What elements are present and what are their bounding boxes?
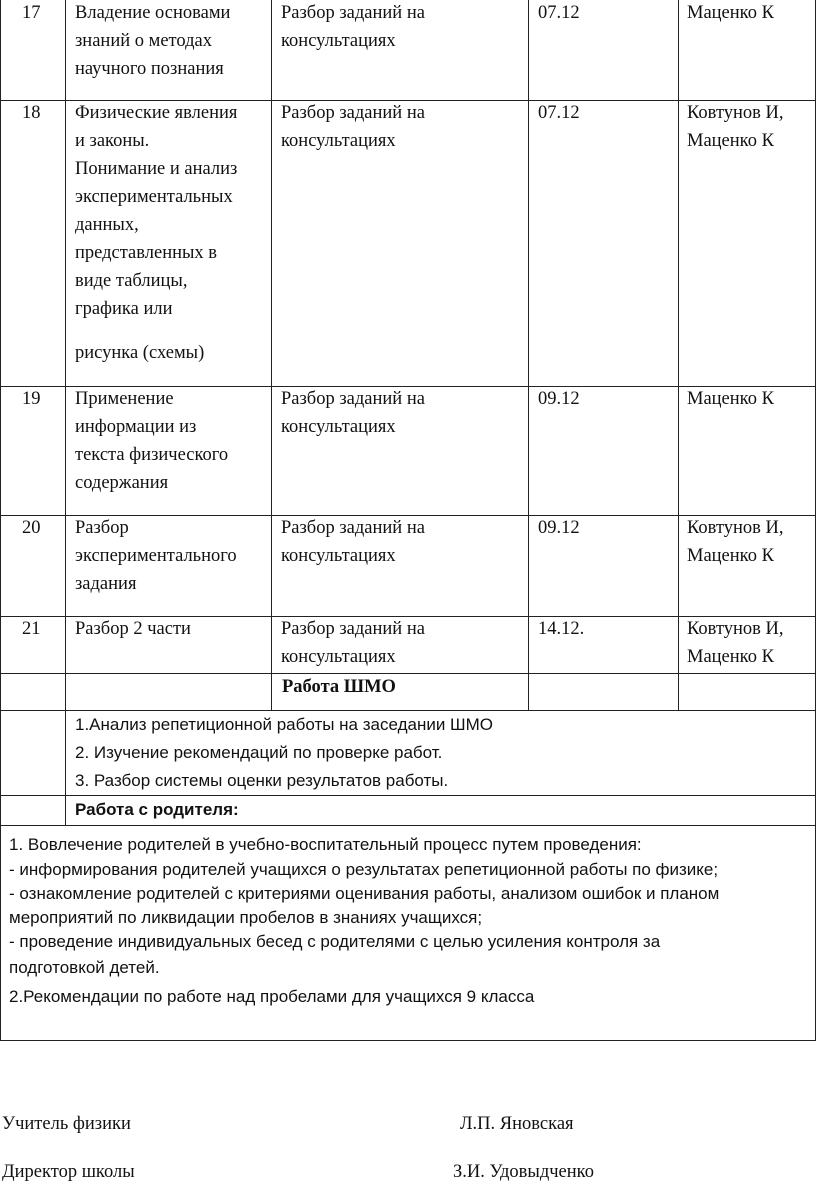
- row-number: 21: [22, 619, 41, 639]
- topic-line: Владение основами: [75, 3, 231, 23]
- date-cell: 09.12: [538, 518, 580, 538]
- date-cell: 09.12: [538, 389, 580, 409]
- responsible-line: Ковтунов И,: [687, 619, 784, 639]
- row-number: 17: [22, 3, 41, 23]
- form-line: Разбор заданий на: [281, 3, 425, 23]
- parents-line: - проведение индивидуальных бесед с родителями с целью усиления контроля за: [9, 932, 661, 951]
- topic-line: графика или: [75, 299, 173, 319]
- topic-line: Понимание и анализ: [75, 159, 238, 179]
- date-cell: 14.12.: [538, 619, 585, 639]
- row-divider: [0, 673, 816, 674]
- topic-line: представленных в: [75, 243, 218, 263]
- topic-line: и законы.: [75, 131, 150, 151]
- responsible-line: Маценко К: [687, 3, 774, 23]
- topic-line: знаний о методах: [75, 31, 212, 51]
- date-cell: 07.12: [538, 3, 580, 23]
- form-line: Разбор заданий на: [281, 619, 425, 639]
- parents-line: 2.Рекомендации по работе над пробелами для учащихся 9 класса: [9, 987, 535, 1006]
- parents-line: - ознакомление родителей с критериями оценивания работы, анализом ошибок и планом: [9, 884, 720, 903]
- topic-line: текста физического: [75, 445, 229, 465]
- shmo-item: 3. Разбор системы оценки результатов работы.: [75, 771, 449, 790]
- topic-line: научного познания: [75, 59, 224, 79]
- topic-line: Разбор: [75, 518, 129, 538]
- table-bottom-border: [0, 1040, 816, 1041]
- topic-line: виде таблицы,: [75, 271, 188, 291]
- topic-line: содержания: [75, 473, 169, 493]
- date-cell: 07.12: [538, 103, 580, 123]
- topic-line: экспериментальных: [75, 187, 233, 207]
- form-line: Разбор заданий на: [281, 103, 425, 123]
- topic-line: Физические явления: [75, 103, 238, 123]
- topic-line: Применение: [75, 389, 174, 409]
- responsible-line: Ковтунов И,: [687, 103, 784, 123]
- responsible-line: Маценко К: [687, 546, 774, 566]
- signature-name: З.И. Удовыдченко: [453, 1162, 594, 1182]
- form-line: консультациях: [281, 647, 396, 667]
- form-line: Разбор заданий на: [281, 389, 425, 409]
- col-divider-4: [678, 0, 679, 710]
- topic-line: экспериментального: [75, 546, 237, 566]
- form-line: консультациях: [281, 546, 396, 566]
- form-line: консультациях: [281, 417, 396, 437]
- topic-line: информации из: [75, 417, 197, 437]
- table-left-border: [0, 0, 1, 1040]
- topic-line: рисунка (схемы): [75, 343, 205, 363]
- responsible-line: Маценко К: [687, 647, 774, 667]
- shmo-heading: Работа ШМО: [282, 677, 396, 697]
- topic-line: данных,: [75, 215, 139, 235]
- row-number: 20: [22, 518, 41, 538]
- row-number: 18: [22, 103, 41, 123]
- shmo-item: 2. Изучение рекомендаций по проверке работ.: [75, 743, 443, 762]
- shmo-item: 1.Анализ репетиционной работы на заседании ШМО: [75, 715, 494, 734]
- form-line: Разбор заданий на: [281, 518, 425, 538]
- col-divider-1: [65, 0, 66, 825]
- col-divider-2: [271, 0, 272, 710]
- topic-line: Разбор 2 части: [75, 619, 191, 639]
- responsible-line: Маценко К: [687, 131, 774, 151]
- parents-line: мероприятий по ликвидации пробелов в знаниях учащихся;: [9, 908, 483, 927]
- parents-line: 1. Вовлечение родителей в учебно-воспитательный процесс путем проведения:: [9, 835, 642, 854]
- form-line: консультациях: [281, 31, 396, 51]
- parents-line: - информирования родителей учащихся о результатах репетиционной работы по физике;: [9, 860, 719, 879]
- row-number: 19: [22, 389, 41, 409]
- form-line: консультациях: [281, 131, 396, 151]
- responsible-line: Ковтунов И,: [687, 518, 784, 538]
- col-divider-3: [528, 0, 529, 710]
- responsible-line: Маценко К: [687, 389, 774, 409]
- signature-role: Директор школы: [2, 1162, 135, 1182]
- parents-line: подготовкой детей.: [9, 958, 160, 977]
- signature-role: Учитель физики: [2, 1114, 131, 1134]
- parents-heading: Работа с родителя:: [75, 800, 239, 819]
- signature-name: Л.П. Яновская: [460, 1114, 574, 1134]
- row-divider: [0, 825, 816, 826]
- topic-line: задания: [75, 574, 137, 594]
